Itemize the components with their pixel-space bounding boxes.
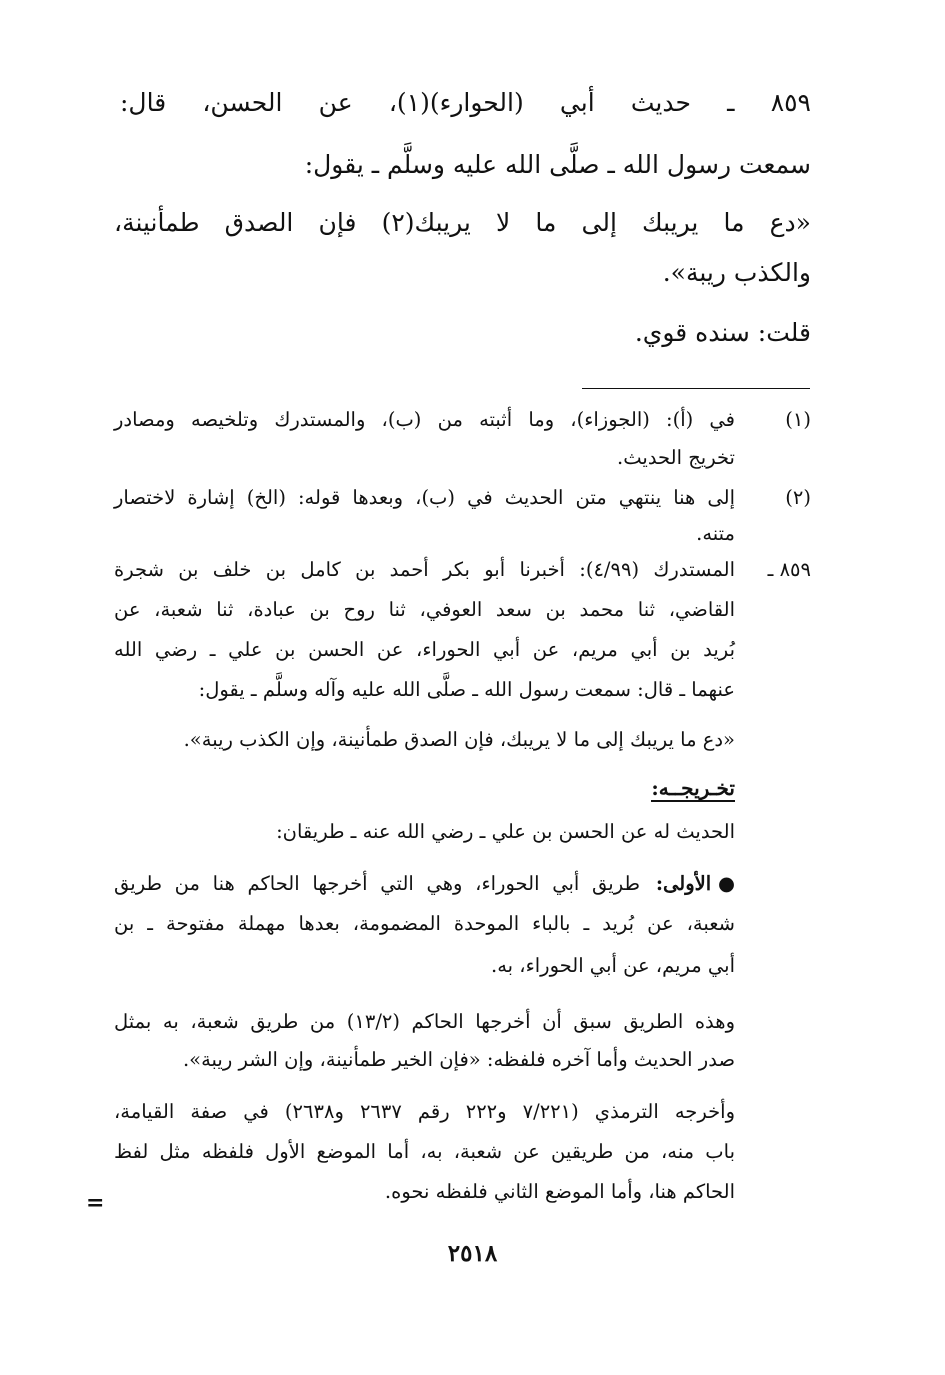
- commentary-line-4: عنهما ـ قال: سمعت رسول الله ـ صلَّى الله عليه وآله وسلَّم ـ يقول:: [198, 678, 735, 701]
- footnote-2-number: (٢): [785, 486, 811, 509]
- tirmidhi-line-3: الحاكم هنا، وأما الموضع الثاني فلفظه نحوه.: [384, 1180, 735, 1203]
- tirmidhi-line-2: باب منه، من طريقين عن شعبة، به، أما الموضع الأول فلفظه مثل لفظ: [114, 1140, 735, 1163]
- footnote-1-line-2: تخريج الحديث.: [617, 446, 735, 469]
- footnote-1-line-1: في (أ): (الجوزاء)، وما أثبته من (ب)، والمستدرك وتلخيصه ومصادر: [114, 408, 735, 431]
- commentary-number: ٨٥٩ ـ: [767, 558, 811, 581]
- continuation-mark: =: [86, 1190, 105, 1216]
- page-number: ٢٥١٨: [447, 1240, 498, 1267]
- main-line-1: ٨٥٩ ـ حديث أبي (الحوارء)(١)، عن الحسن، قال:: [120, 88, 811, 117]
- commentary-line-3: بُريد بن أبي مريم، عن أبي الحوراء، عن الحسن بن علي ـ رضي الله: [114, 638, 735, 661]
- takhrij-intro: الحديث له عن الحسن بن علي ـ رضي الله عنه ـ طريقان:: [276, 820, 735, 843]
- hakim-route-line-1: وهذه الطريق سبق أن أخرجها الحاكم (١٣/٢) من طريق شعبة، به بمثل: [114, 1010, 735, 1033]
- main-line-2: سمعت رسول الله ـ صلَّى الله عليه وسلَّم ـ يقول:: [304, 150, 811, 179]
- hadith-text-quote: «دع ما يريبك إلى ما لا يريبك، فإن الصدق طمأنينة، وإن الكذب ريبة».: [183, 728, 735, 751]
- first-route-line-2: شعبة، عن بُريد ـ بالباء الموحدة المضمومة، بعدها مهملة مفتوحة ـ بن: [114, 912, 735, 935]
- commentary-line-1: المستدرك (٤/٩٩): أخبرنا أبو بكر أحمد بن كامل بن خلف بن شجرة: [114, 558, 735, 581]
- footnote-2-line-2: متنه.: [696, 522, 735, 545]
- main-line-4: والكذب ريبة».: [662, 258, 811, 287]
- commentary-line-2: القاضي، ثنا محمد بن سعد العوفي، ثنا روح بن عبادة، ثنا شعبة، عن: [114, 598, 735, 621]
- first-route-label: ● الأولى:: [655, 872, 735, 895]
- tirmidhi-line-1: وأخرجه الترمذي (٧/٢٢١ و٢٢٢ رقم ٢٦٣٧ و٢٦٣٨) في صفة القيامة،: [114, 1100, 735, 1123]
- footnote-separator: [582, 388, 810, 389]
- main-line-3: «دع ما يريبك إلى ما لا يريبك(٢) فإن الصدق طمأنينة،: [114, 208, 811, 237]
- takhrij-heading: تخـريجــه:: [651, 776, 735, 800]
- footnote-1-number: (١): [785, 408, 811, 431]
- first-route-line-1: طريق أبي الحوراء، وهي التي أخرجها الحاكم هنا من طريق: [114, 872, 640, 895]
- main-line-5: قلت: سنده قوي.: [634, 318, 811, 347]
- hakim-route-line-2: صدر الحديث وأما آخره فلفظه: «فإن الخير طمأنينة، وإن الشر ريبة».: [182, 1048, 735, 1071]
- first-route-line-3: أبي مريم، عن أبي الحوراء، به.: [491, 954, 735, 977]
- footnote-2-line-1: إلى هنا ينتهي متن الحديث في (ب)، وبعدها قوله: (الخ) إشارة لاختصار: [114, 486, 735, 509]
